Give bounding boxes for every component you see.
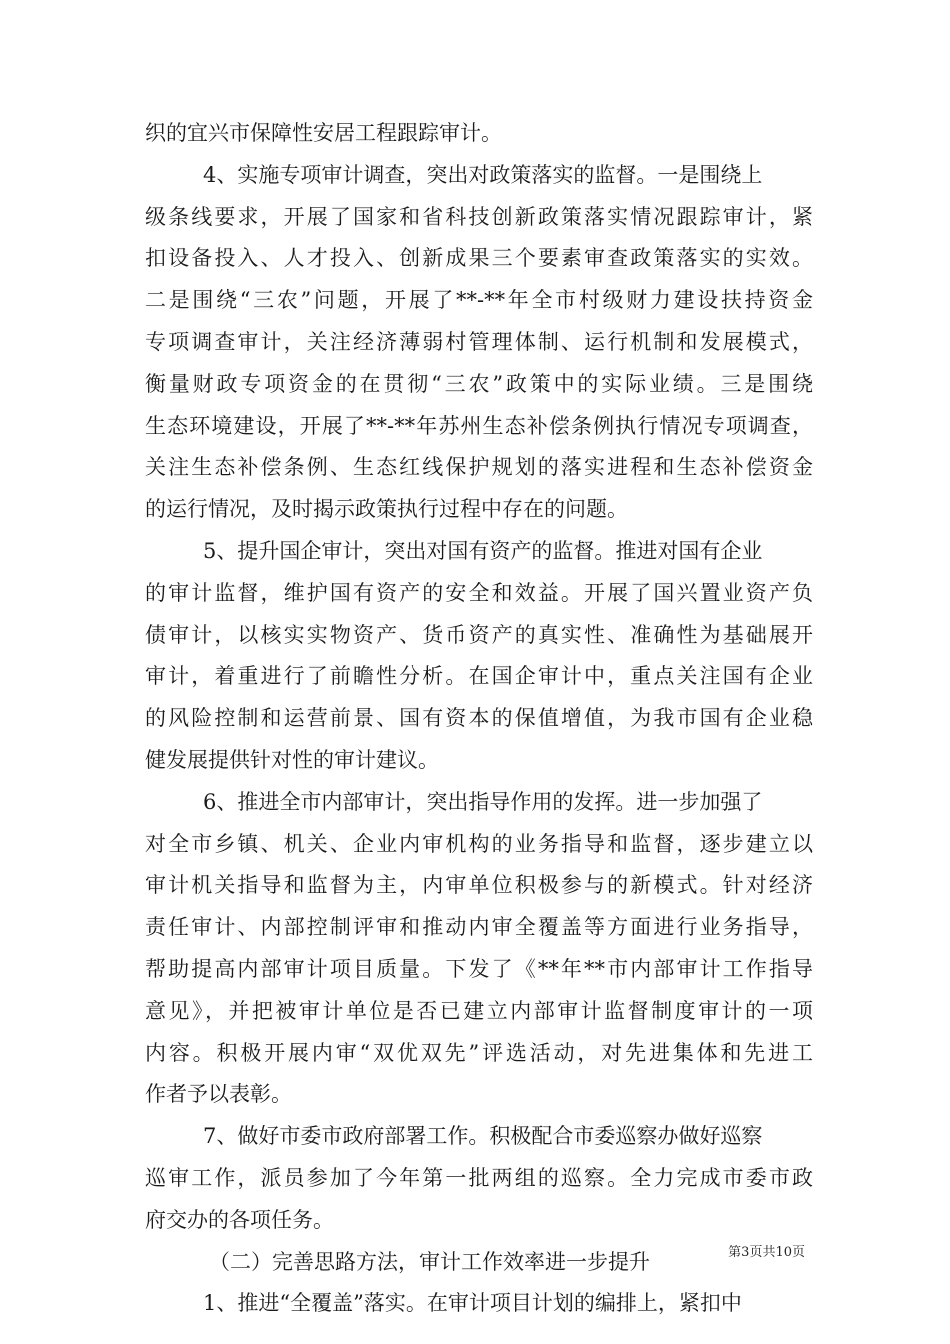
section-heading: （二）完善思路方法，审计工作效率进一步提升 (209, 1249, 650, 1274)
text-line: 的风险控制和运营前景、国有资本的保值增值，为我市国有企业稳 (145, 706, 813, 731)
text-line: 审计机关指导和监督为主，内审单位积极参与的新模式。针对经济 (145, 873, 813, 898)
page-number: 第3页共10页 (728, 1245, 805, 1260)
text-line: 1、推进“全覆盖”落实。在审计项目计划的编排上，紧扣中 (203, 1291, 742, 1316)
text-line: 对全市乡镇、机关、企业内审机构的业务指导和监督，逐步建立以 (145, 831, 813, 856)
text-line: 扣设备投入、人才投入、创新成果三个要素审查政策落实的实效。 (145, 246, 813, 271)
text-line: 二是围绕“三农”问题，开展了**-**年全市村级财力建设扶持资金 (145, 288, 813, 313)
text-line: 责任审计、内部控制评审和推动内审全覆盖等方面进行业务指导， (145, 915, 813, 940)
body-text (145, 113, 813, 1325)
text-line: 5、提升国企审计，突出对国有资产的监督。推进对国有企业 (203, 538, 763, 563)
text-line: 健发展提供针对性的审计建议。 (145, 747, 439, 772)
text-line: 衡量财政专项资金的在贯彻“三农”政策中的实际业绩。三是围绕 (145, 371, 813, 396)
text-line: 织的宜兴市保障性安居工程跟踪审计。 (145, 121, 502, 145)
text-line: 作者予以表彰。 (145, 1082, 292, 1107)
text-line: 生态环境建设，开展了**-**年苏州生态补偿条例执行情况专项调查， (145, 413, 813, 438)
text-line: 审计，着重进行了前瞻性分析。在国企审计中，重点关注国有企业 (145, 664, 813, 689)
text-line: 4、实施专项审计调查，突出对政策落实的监督。一是围绕上 (203, 162, 763, 187)
text-line: 级条线要求，开展了国家和省科技创新政策落实情况跟踪审计，紧 (145, 204, 813, 229)
text-line: 7、做好市委市政府部署工作。积极配合市委巡察办做好巡察 (203, 1124, 763, 1149)
text-line: 巡审工作，派员参加了今年第一批两组的巡察。全力完成市委市政 (145, 1165, 813, 1190)
text-line: 的运行情况，及时揭示政策执行过程中存在的问题。 (145, 497, 628, 522)
text-line: 内容。积极开展内审“双优双先”评选活动，对先进集体和先进工 (145, 1040, 813, 1065)
text-line: 帮助提高内部审计项目质量。下发了《**年**市内部审计工作指导 (145, 956, 813, 981)
text-line: 府交办的各项任务。 (145, 1207, 334, 1232)
text-line: 6、推进全市内部审计，突出指导作用的发挥。进一步加强了 (203, 789, 763, 814)
text-line: 专项调查审计，关注经济薄弱村管理体制、运行机制和发展模式， (145, 329, 813, 354)
text-line: 意见》，并把被审计单位是否已建立内部审计监督制度审计的一项 (145, 998, 813, 1023)
text-line: 的审计监督，维护国有资产的安全和效益。开展了国兴置业资产负 (145, 580, 813, 605)
text-line: 债审计，以核实实物资产、货币资产的真实性、准确性为基础展开 (145, 622, 813, 647)
text-line: 关注生态补偿条例、生态红线保护规划的落实进程和生态补偿资金 (145, 455, 813, 480)
